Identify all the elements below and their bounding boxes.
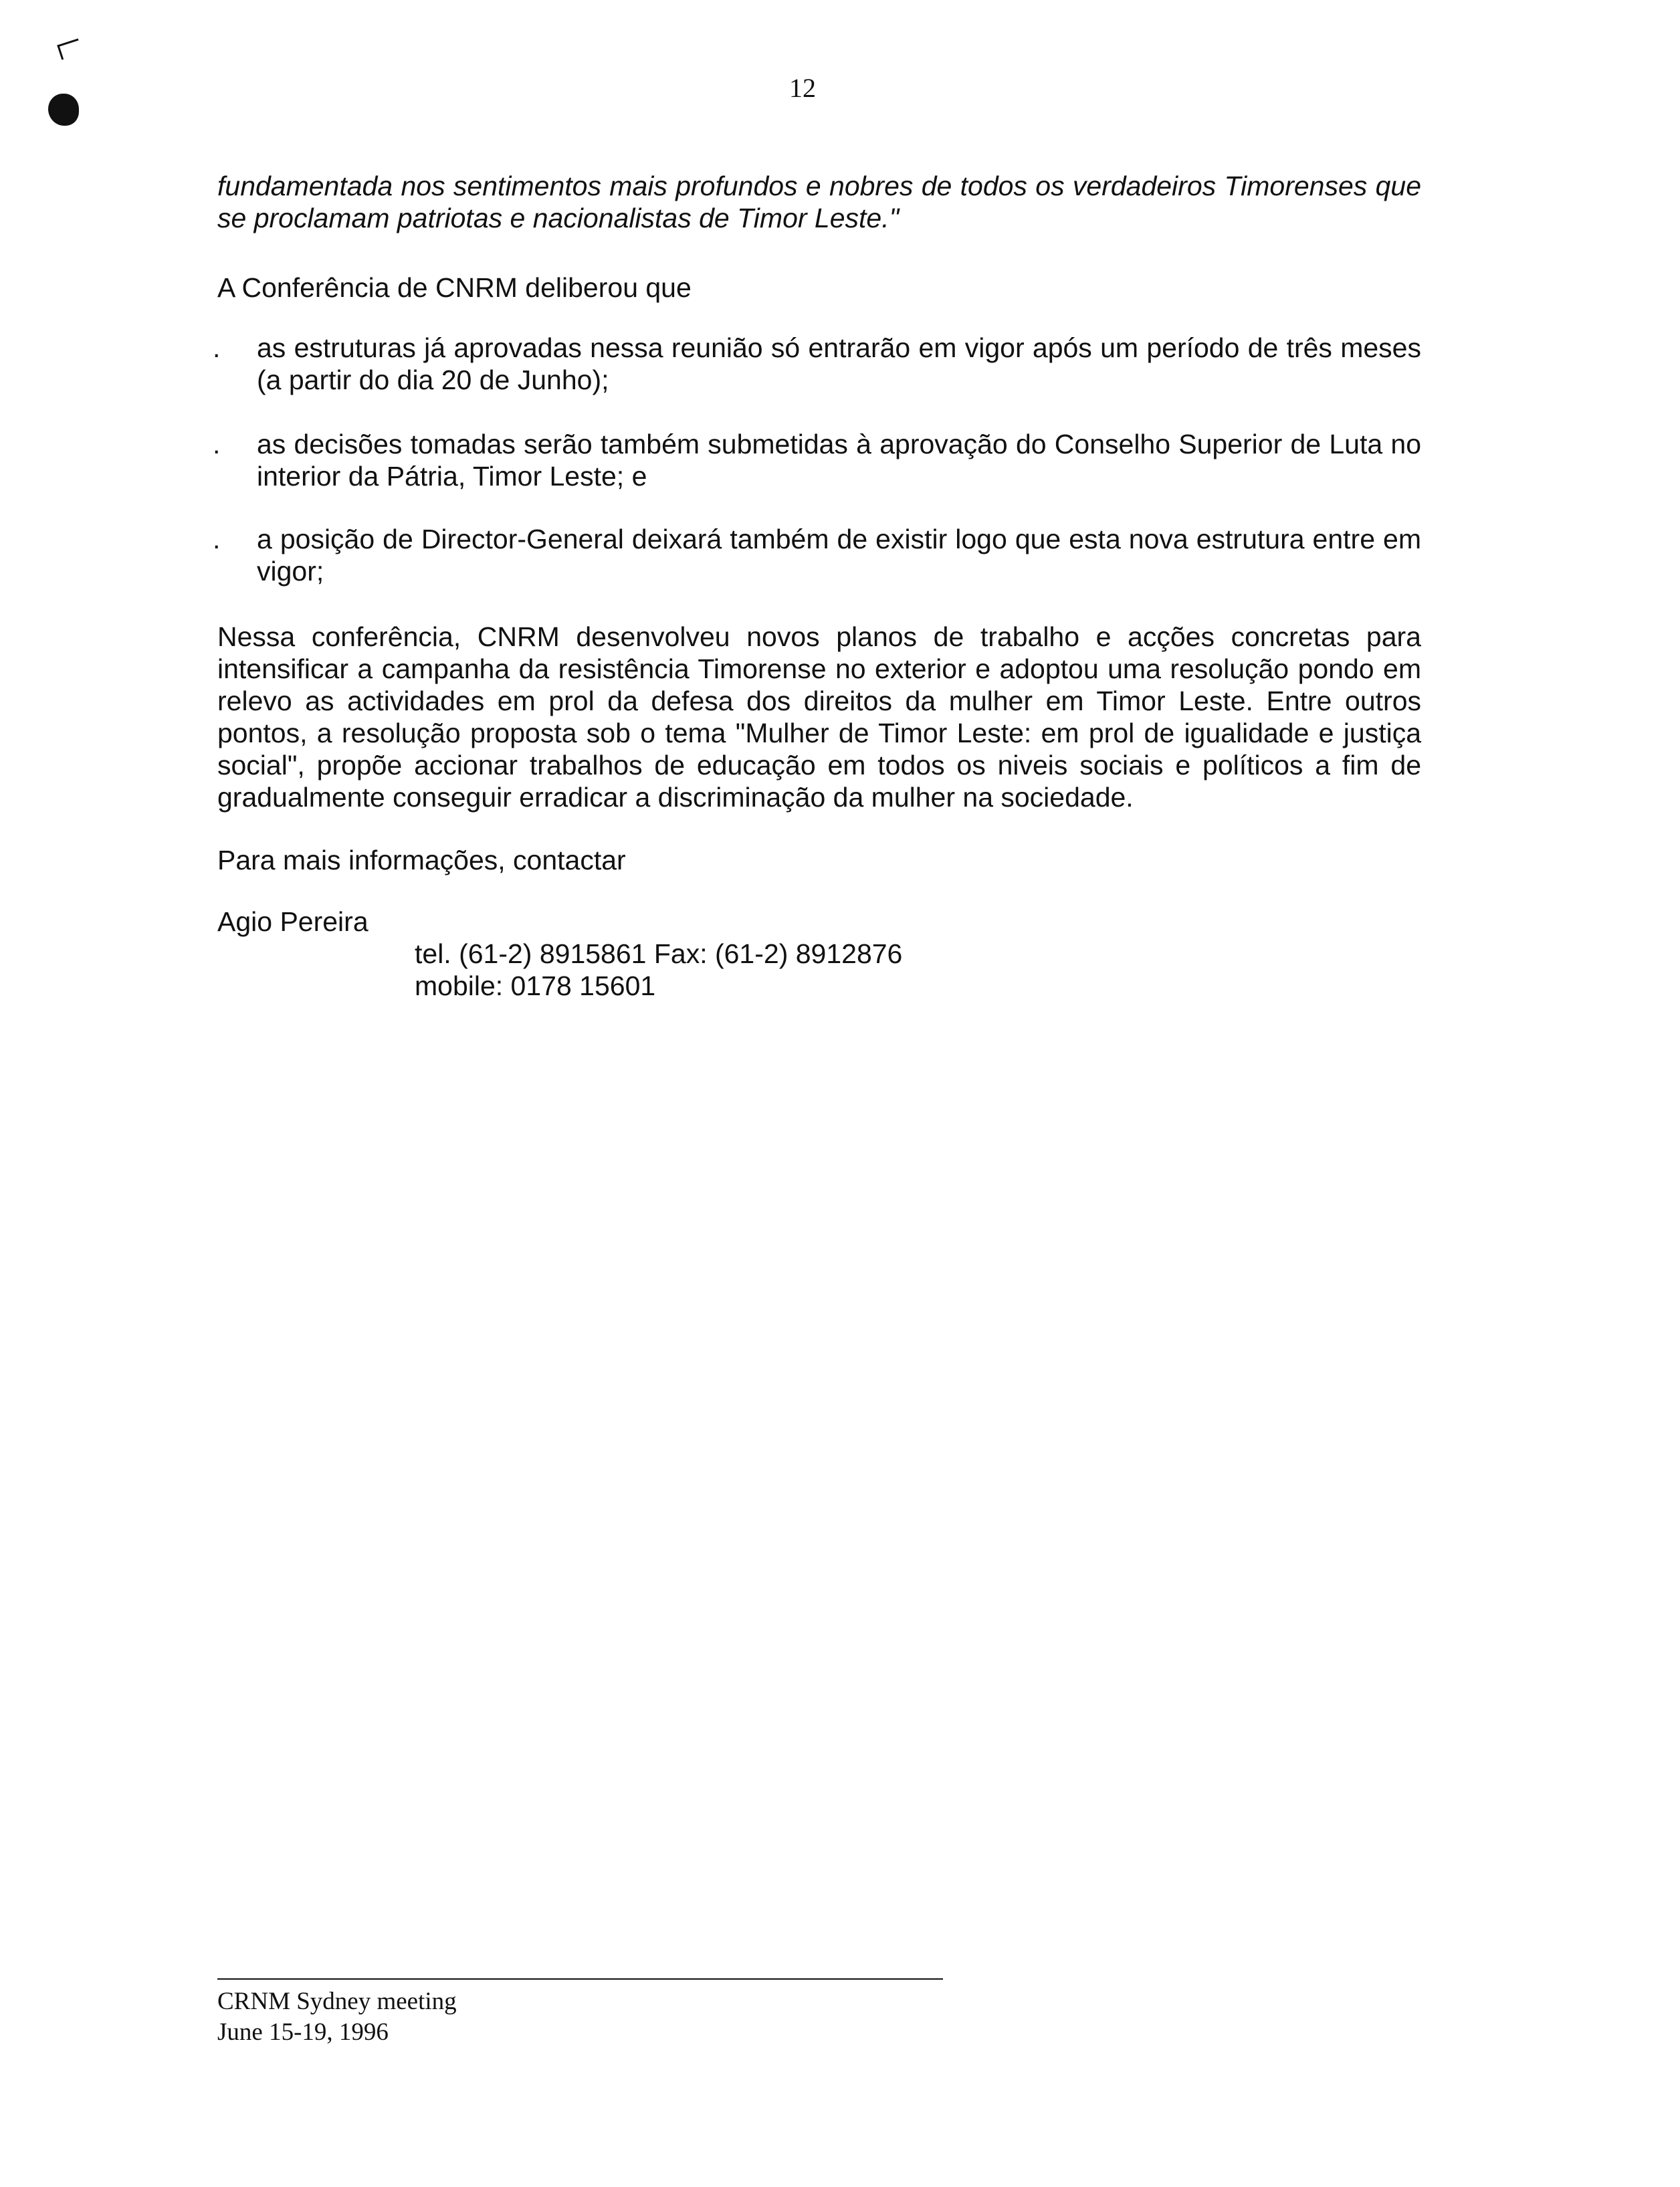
contact-details <box>415 938 902 1002</box>
scan-corner-mark <box>57 38 82 60</box>
contact-mobile: mobile: 0178 15601 <box>415 970 656 1001</box>
bullet-marker: . <box>213 524 221 554</box>
bullet-item <box>213 523 1421 587</box>
bullet-text: as estruturas já aprovadas nessa reunião só entrarão em vigor após um período de três meses (a partir do dia 20 de Junho); <box>257 332 1421 395</box>
bullet-item <box>213 428 1421 492</box>
scan-corner-dot <box>48 94 79 126</box>
contact-name: Agio Pereira <box>217 906 369 937</box>
bullet-item <box>213 332 1421 396</box>
quote-paragraph: fundamentada nos sentimentos mais profundos e nobres de todos os verdadeiros Timorenses que se proclamam patriotas e nacionalistas de Timor Leste." <box>217 171 1421 233</box>
footer-divider <box>217 1978 943 1980</box>
bullet-text: as decisões tomadas serão também submetidas à aprovação do Conselho Superior de Luta no interior da Pátria, Timor Leste; e <box>257 429 1421 492</box>
bullet-text: a posição de Director-General deixará também de existir logo que esta nova estrutura entre em vigor; <box>257 524 1421 587</box>
main-paragraph: Nessa conferência, CNRM desenvolveu novos planos de trabalho e acções concretas para intensificar a campanha da resistência Timorense no exterior e adoptou uma resolução pondo em relevo as actividades em prol da defesa dos direitos da mulher em Timor Leste. Entre outros pontos, a resolução proposta sob o tema "Mulher de Timor Leste: em prol de igualidade e justiça social", propõe accionar trabalhos de educação em todos os niveis sociais e políticos a fim de gradualmente conseguir erradicar a discriminação da mulher na sociedade. <box>217 621 1421 813</box>
bullet-marker: . <box>213 429 221 459</box>
footer <box>217 1986 457 2048</box>
intro-sentence: A Conferência de CNRM deliberou que <box>217 272 692 303</box>
footer-line-1: CRNM Sydney meeting <box>217 1988 457 2015</box>
contact-phone-fax: tel. (61-2) 8915861 Fax: (61-2) 8912876 <box>415 938 903 969</box>
contact-label: Para mais informações, contactar <box>217 845 626 875</box>
footer-line-2: June 15-19, 1996 <box>217 2018 389 2046</box>
page-number: 12 <box>789 73 816 103</box>
bullet-marker: . <box>213 332 221 363</box>
